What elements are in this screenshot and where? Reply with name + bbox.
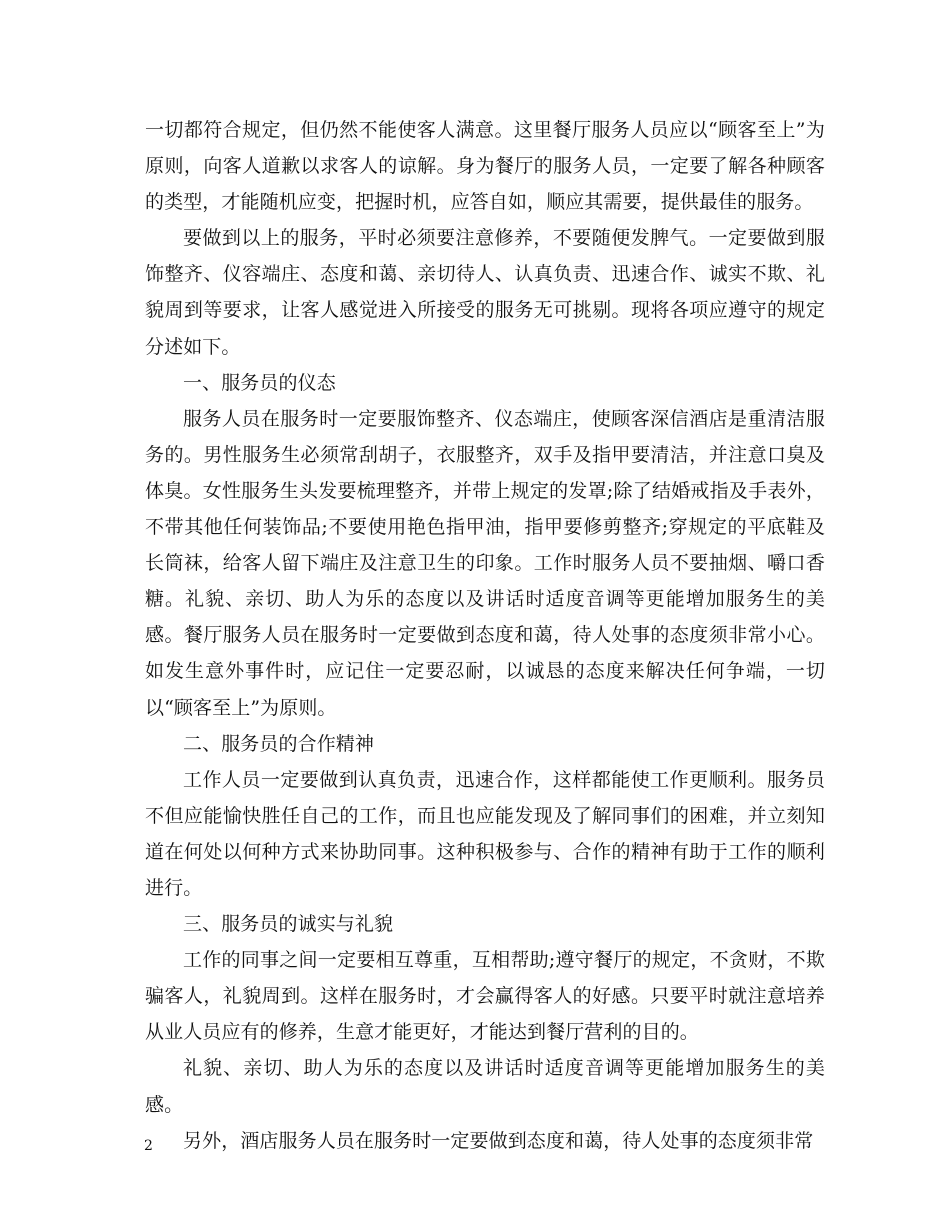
document-body — [145, 112, 825, 1159]
section-heading-1: 一、服务员的仪态 — [183, 371, 336, 394]
paragraph-2: 要做到以上的服务，平时必须要注意修养，不要随便发脾气。一定要做到服饰整齐、仪容端庄、态度和蔼、亲切待人、认真负责、迅速合作、诚实不欺、礼貌周到等要求，让客人感觉进入所接受的服务无可挑剔。现将各项应遵守的规定分述如下。 — [145, 227, 825, 358]
paragraph-7: 另外，酒店服务人员在服务时一定要做到态度和蔼，待人处事的态度须非常 — [183, 1129, 814, 1152]
paragraph-6: 礼貌、亲切、助人为乐的态度以及讲话时适度音调等更能增加服务生的美感。 — [145, 1057, 825, 1116]
page-number: 2 — [144, 1138, 153, 1154]
paragraph-1: 一切都符合规定，但仍然不能使客人满意。这里餐厅服务人员应以“顾客至上”为原则，向客人道歉以求客人的谅解。身为餐厅的服务人员，一定要了解各种顾客的类型，才能随机应变，把握时机，应答自如，顺应其需要，提供最佳的服务。 — [145, 119, 825, 214]
paragraph-4: 工作人员一定要做到认真负责，迅速合作，这样都能使工作更顺利。服务员不但应能愉快胜任自己的工作，而且也应能发现及了解同事们的困难，并立刻知道在何处以何种方式来协助同事。这种积极参与、合作的精神有助于工作的顺利进行。 — [145, 768, 825, 899]
paragraph-5: 工作的同事之间一定要相互尊重，互相帮助;遵守餐厅的规定，不贪财，不欺骗客人，礼貌周到。这样在服务时，才会赢得客人的好感。只要平时就注意培养从业人员应有的修养，生意才能更好，才能达到餐厅营利的目的。 — [145, 949, 825, 1044]
paragraph-3: 服务人员在服务时一定要服饰整齐、仪态端庄，使顾客深信酒店是重清洁服务的。男性服务生必须常刮胡子，衣服整齐，双手及指甲要清洁，并注意口臭及体臭。女性服务生头发要梳理整齐，并带上规定的发罩;除了结婚戒指及手表外，不带其他任何装饰品;不要使用艳色指甲油，指甲要修剪整齐;穿规定的平底鞋及长筒袜，给客人留下端庄及注意卫生的印象。工作时服务人员不要抽烟、嚼口香糖。礼貌、亲切、助人为乐的态度以及讲话时适度音调等更能增加服务生的美感。餐厅服务人员在服务时一定要做到态度和蔼，待人处事的态度须非常小心。如发生意外事件时，应记住一定要忍耐，以诚恳的态度来解决任何争端，一切以“顾客至上”为原则。 — [145, 407, 825, 719]
section-heading-3: 三、服务员的诚实与礼貌 — [183, 913, 394, 936]
section-heading-2: 二、服务员的合作精神 — [183, 732, 375, 755]
